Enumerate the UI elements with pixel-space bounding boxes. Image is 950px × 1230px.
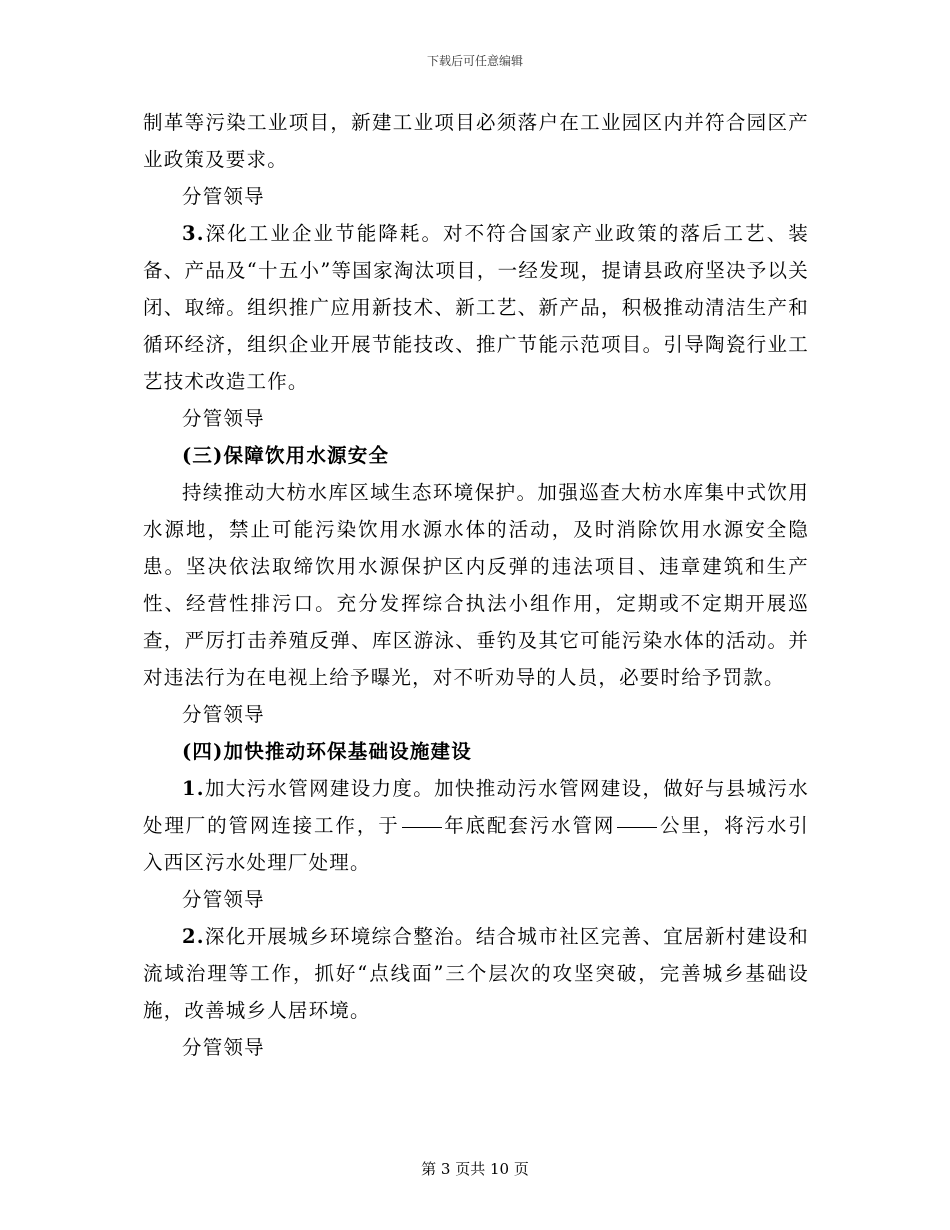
paragraph: 制革等污染工业项目，新建工业项目必须落户在工业园区内并符合园区产业政策及要求。 (143, 111, 809, 171)
item-text: 年底配套污水管网 (443, 814, 616, 837)
item-text: 深化开展城乡环境综合整治。结合城市社区完善、宜居新村建设和流域治理等工作，抓好“点线面”三个层次的攻坚突破，完善城乡基础设施，改善城乡人居环境。 (143, 925, 809, 1022)
item-number: 2. (182, 925, 205, 948)
supervisor-label: 分管领导 (182, 888, 265, 911)
page-number: 第 3 页共 10 页 (421, 1160, 529, 1178)
item-number: 1. (182, 777, 205, 800)
supervisor-label: 分管领导 (182, 703, 265, 726)
paragraph (143, 918, 809, 1029)
item-text: 加大污水管网建设力度。加快推动污水管网建设，做好与县城污水处理厂的管网连接工作，于 (143, 777, 809, 837)
section-heading: (三)保障饮用水源安全 (182, 444, 390, 467)
blank-line (617, 826, 657, 828)
supervisor-label: 分管领导 (182, 1036, 265, 1059)
header-note: 下载后可任意编辑 (426, 54, 523, 68)
paragraph (143, 770, 809, 881)
supervisor-label: 分管领导 (182, 185, 265, 208)
supervisor-label: 分管领导 (182, 407, 265, 430)
document-body (143, 104, 809, 1066)
section-heading: (四)加快推动环保基础设施建设 (182, 740, 472, 763)
item-text: 深化工业企业节能降耗。对不符合国家产业政策的落后工艺、装备、产品及“十五小”等国家淘汰项目，一经发现，提请县政府坚决予以关闭、取缔。组织推广应用新技术、新工艺、新产品，积极推动清洁生产和循环经济，组织企业开展节能技改、推广节能示范项目。引导陶瓷行业工艺技术改造工作。 (143, 222, 809, 393)
blank-line (402, 826, 442, 828)
paragraph: 持续推动大枋水库区域生态环境保护。加强巡查大枋水库集中式饮用水源地，禁止可能污染饮用水源水体的活动，及时消除饮用水源安全隐患。坚决依法取缔饮用水源保护区内反弹的违法项目、违章建筑和生产性、经营性排污口。充分发挥综合执法小组作用，定期或不定期开展巡查，严厉打击养殖反弹、库区游泳、垂钓及其它可能污染水体的活动。并对违法行为在电视上给予曝光，对不听劝导的人员，必要时给予罚款。 (143, 481, 809, 689)
item-number: 3. (182, 222, 205, 245)
paragraph (143, 215, 809, 400)
item-text: 公里，将污水引入西区污水处理厂处理。 (143, 814, 809, 874)
